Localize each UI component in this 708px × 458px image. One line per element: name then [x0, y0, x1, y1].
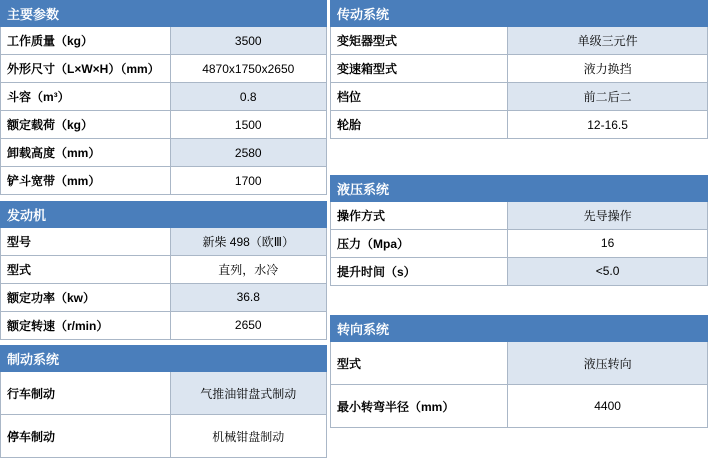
section-title: 主要参数: [1, 1, 327, 27]
row-label: 额定载荷（kg）: [1, 111, 171, 139]
section-header-transmission: [331, 1, 708, 27]
section-title: 传动系统: [331, 1, 708, 27]
row-label: 停车制动: [1, 415, 171, 458]
row-label: 斗容（m³）: [1, 83, 171, 111]
table-row: [1, 283, 327, 311]
row-value: 12-16.5: [508, 111, 708, 139]
table-row: [331, 201, 708, 229]
row-value: <5.0: [508, 257, 708, 285]
section-header-brake-system: [1, 346, 327, 372]
row-value: 直列，水冷: [170, 255, 326, 283]
right-column: [330, 0, 708, 457]
row-value: 单级三元件: [508, 27, 708, 55]
section-header-main-parameters: [1, 1, 327, 27]
row-label: 型式: [1, 255, 171, 283]
table-row: [1, 111, 327, 139]
row-value: 2650: [170, 311, 326, 339]
row-label: 工作质量（kg）: [1, 27, 171, 55]
table-row: [1, 227, 327, 255]
section-title: 发动机: [1, 201, 327, 227]
table-row: [331, 83, 708, 111]
section-title: 制动系统: [1, 346, 327, 372]
row-value: 气推油钳盘式制动: [170, 372, 326, 415]
row-value: 机械钳盘制动: [170, 415, 326, 458]
row-value: 4870x1750x2650: [170, 55, 326, 83]
table-row: [331, 342, 708, 385]
row-value: 0.8: [170, 83, 326, 111]
row-label: 提升时间（s）: [331, 257, 508, 285]
table-row: [331, 257, 708, 285]
spec-table-hydraulic-system: [330, 175, 708, 316]
row-value: 液力换挡: [508, 55, 708, 83]
row-label: 压力（Mpa）: [331, 229, 508, 257]
table-row: [1, 372, 327, 415]
section-title: 转向系统: [331, 316, 708, 342]
row-label: 档位: [331, 83, 508, 111]
table-row: [331, 27, 708, 55]
section-header-steering-system: [331, 316, 708, 342]
row-value: 先导操作: [508, 201, 708, 229]
row-label: 轮胎: [331, 111, 508, 139]
row-label: 额定功率（kw）: [1, 283, 171, 311]
row-value: 2580: [170, 139, 326, 167]
table-row: [331, 229, 708, 257]
row-label: 最小转弯半径（mm）: [331, 385, 508, 428]
section-title: 液压系统: [331, 175, 708, 201]
table-row: [1, 55, 327, 83]
table-row: [331, 111, 708, 139]
left-column: [0, 0, 330, 457]
row-value: 1500: [170, 111, 326, 139]
row-value: 液压转向: [508, 342, 708, 385]
table-row: [1, 27, 327, 55]
row-label: 型式: [331, 342, 508, 385]
row-label: 额定转速（r/min）: [1, 311, 171, 339]
row-value: 36.8: [170, 283, 326, 311]
spec-table-brake-system: [0, 345, 327, 458]
section-header-hydraulic-system: [331, 175, 708, 201]
table-row: [1, 139, 327, 167]
table-row: [1, 83, 327, 111]
row-label: 变速箱型式: [331, 55, 508, 83]
row-label: 型号: [1, 227, 171, 255]
table-row: [1, 255, 327, 283]
table-row: [331, 55, 708, 83]
row-label: 卸载高度（mm）: [1, 139, 171, 167]
row-label: 外形尺寸（L×W×H）（mm）: [1, 55, 171, 83]
spec-table-steering-system: [330, 315, 708, 428]
row-value: 新柴 498（欧Ⅲ）: [170, 227, 326, 255]
row-label: 铲斗宽带（mm）: [1, 167, 171, 195]
row-value: 16: [508, 229, 708, 257]
spec-table-main-parameters: [0, 0, 327, 201]
row-label: 操作方式: [331, 201, 508, 229]
row-label: 行车制动: [1, 372, 171, 415]
row-value: 3500: [170, 27, 326, 55]
row-value: 4400: [508, 385, 708, 428]
spec-table-transmission: [330, 0, 708, 175]
row-label: 变矩器型式: [331, 27, 508, 55]
row-value: 1700: [170, 167, 326, 195]
table-row: [1, 167, 327, 195]
table-row: [331, 385, 708, 428]
table-row: [1, 311, 327, 339]
spec-table-engine: [0, 201, 327, 346]
row-value: 前二后二: [508, 83, 708, 111]
section-header-engine: [1, 201, 327, 227]
table-row: [1, 415, 327, 458]
